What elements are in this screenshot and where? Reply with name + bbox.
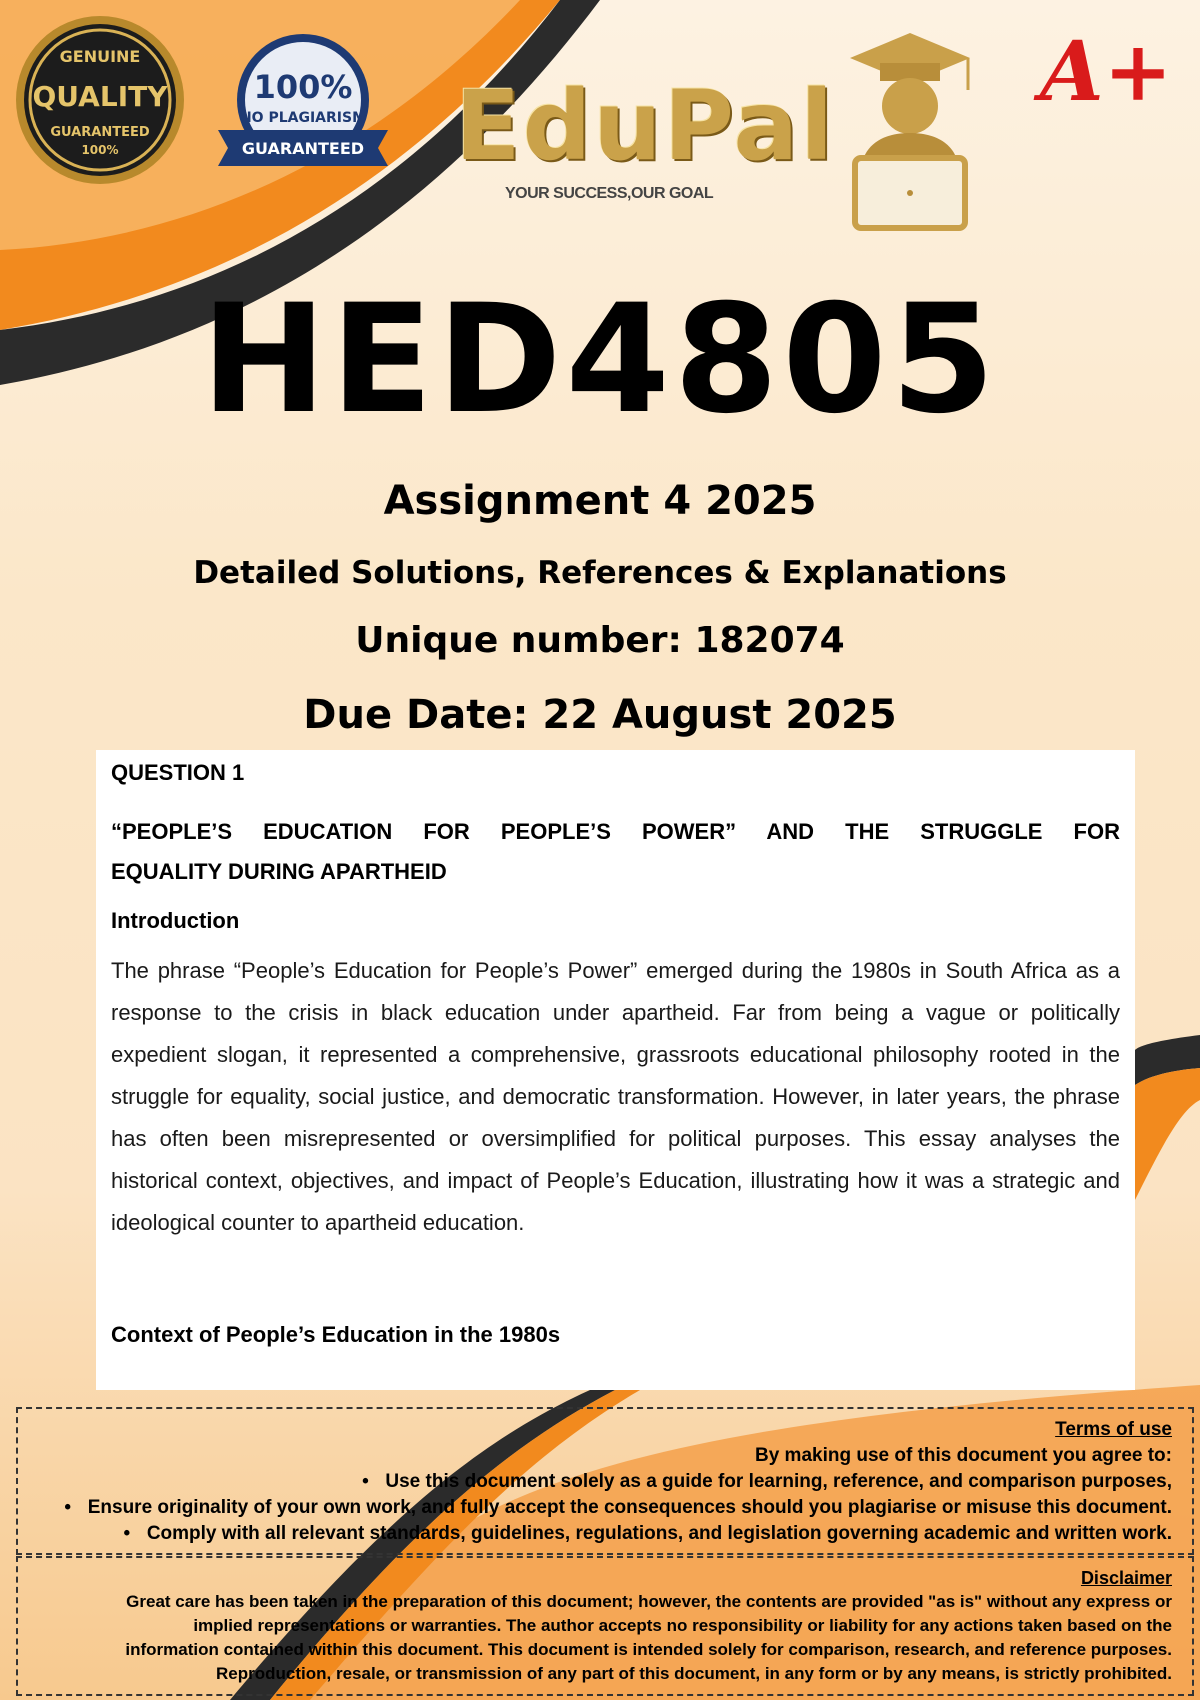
content-panel: [96, 750, 1135, 1390]
logo-tagline: YOUR SUCCESS,OUR GOAL: [505, 185, 714, 202]
quality-badge-middle: QUALITY: [32, 80, 168, 113]
quality-badge-icon: [14, 14, 186, 186]
quality-badge-bottom: GUARANTEED: [50, 125, 150, 140]
question-title: [111, 812, 1120, 892]
terms-list: [26, 1469, 1172, 1547]
a-plus-grade: [1030, 10, 1180, 125]
plagiarism-badge-pct: 100%: [253, 68, 353, 106]
question-title-line-2: EQUALITY DURING APARTHEID: [111, 859, 447, 884]
introduction-heading: Introduction: [111, 908, 240, 933]
terms-item-text: Comply with all relevant standards, guidelines, regulations, and legislation governing academic and written work.: [146, 1523, 1172, 1544]
terms-list-item: • Ensure originality of your own work, and fully accept the consequences should you plagiarise or misuse this document.: [64, 1497, 1172, 1518]
unique-number: Unique number: 182074: [355, 620, 845, 661]
a-plus-text: A+: [1040, 24, 1173, 120]
question-heading: QUESTION 1: [111, 760, 245, 785]
terms-list-item: • Comply with all relevant standards, guidelines, regulations, and legislation governing academic and written work.: [123, 1523, 1172, 1544]
disclaimer-box: [16, 1556, 1194, 1696]
context-heading: Context of People’s Education in the 1980s: [111, 1322, 561, 1347]
graduate-laptop-icon: [840, 28, 980, 233]
introduction-paragraph: The phrase “People’s Education for People’s Power” emerged during the 1980s in South Africa as a response to the crisis in black education under apartheid. Far from being a vague or politically expedient slogan, it represented a comprehensive, grassroots educational philosophy rooted in the struggle for equality, social justice, and democratic transformation. However, in later years, the phrase has often been misrepresented or oversimplified for political purposes. This essay analyses the historical context, objectives, and impact of People’s Education, illustrating how it was a strategic and ideological counter to apartheid education.: [111, 958, 1120, 1235]
disclaimer-line: information contained within this document. This document is intended solely for comparison, research, and reference purposes.: [125, 1640, 1172, 1659]
disclaimer-line: implied representations or warranties. The author accepts no responsibility or liability for any actions taken based on the: [193, 1616, 1172, 1635]
edupal-logo: [455, 70, 835, 210]
course-code: HED4805: [201, 273, 999, 447]
terms-item-text: Use this document solely as a guide for learning, reference, and comparison purposes,: [385, 1471, 1172, 1492]
terms-item-text: Ensure originality of your own work, and fully accept the consequences should you plagiarise or misuse this document.: [87, 1497, 1172, 1518]
logo-name: EduPal: [455, 70, 836, 182]
terms-of-use-box: [16, 1407, 1194, 1555]
no-plagiarism-badge-icon: [208, 30, 398, 180]
quality-badge-top: GENUINE: [59, 47, 141, 66]
disclaimer-line: Reproduction, resale, or transmission of any part of this document, in any form or by any means, is strictly prohibited.: [216, 1664, 1172, 1683]
assignment-title: Assignment 4 2025: [383, 478, 817, 524]
quality-badge-pct: 100%: [81, 143, 119, 157]
disclaimer-line: Great care has been taken in the preparation of this document; however, the contents are provided "as is" without any express or: [126, 1592, 1172, 1611]
question-title-line-1: “PEOPLE’S EDUCATION FOR PEOPLE’S POWER” AND THE STRUGGLE FOR: [111, 819, 1120, 844]
terms-list-item: • Use this document solely as a guide for learning, reference, and comparison purposes,: [362, 1471, 1172, 1492]
plagiarism-badge-line: NO PLAGIARISM: [239, 110, 367, 126]
disclaimer-heading: Disclaimer: [1080, 1568, 1172, 1588]
terms-intro: By making use of this document you agree to:: [754, 1445, 1172, 1466]
plagiarism-badge-ribbon: GUARANTEED: [241, 139, 365, 158]
terms-heading: Terms of use: [1055, 1419, 1172, 1440]
document-subtitle: Detailed Solutions, References & Explanations: [193, 555, 1007, 591]
right-orange-band: [1135, 1068, 1200, 1200]
due-date: Due Date: 22 August 2025: [303, 692, 897, 738]
